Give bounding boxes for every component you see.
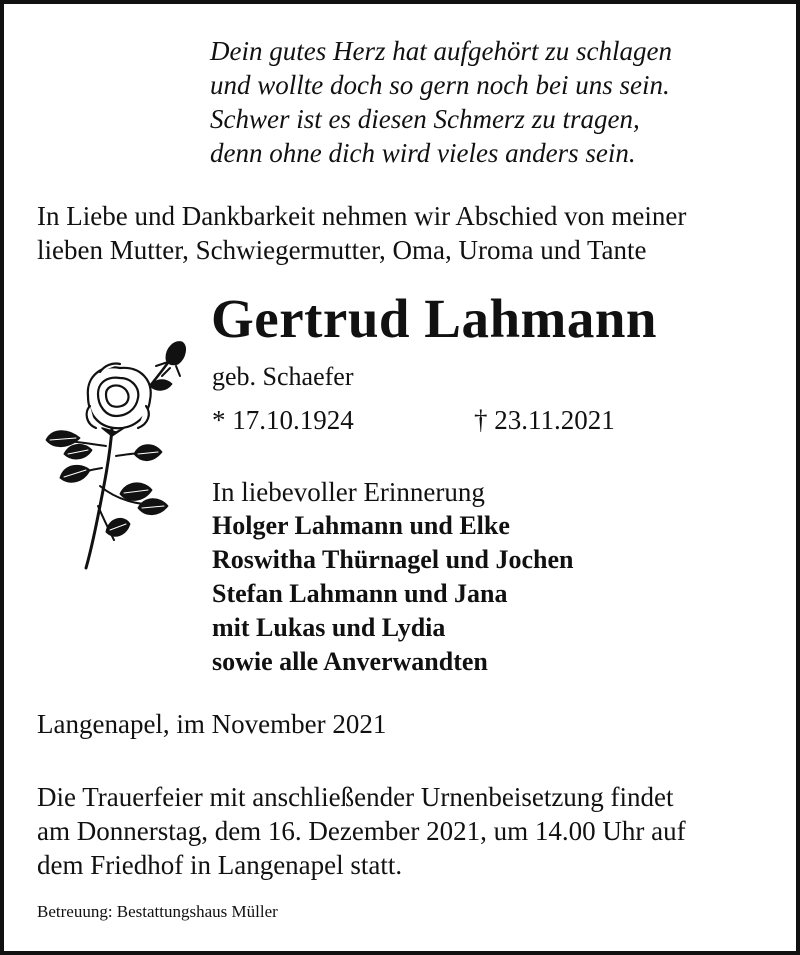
death-date: † 23.11.2021: [474, 405, 615, 435]
mourner-name: Stefan Lahmann und Jana: [212, 579, 508, 608]
mourner-name: mit Lukas und Lydia: [212, 613, 446, 642]
intro-line: In Liebe und Dankbarkeit nehmen wir Abschied von meiner: [37, 201, 687, 231]
ceremony-line: dem Friedhof in Langenapel statt.: [37, 850, 403, 880]
ceremony-line: Die Trauerfeier mit anschließender Urnenbeisetzung findet: [37, 782, 674, 812]
mourner-name: sowie alle Anverwandten: [212, 647, 488, 676]
intro-text: [37, 199, 686, 267]
poem-line: denn ohne dich wird vieles anders sein.: [210, 138, 636, 168]
poem-line: und wollte doch so gern noch bei uns sein.: [210, 70, 670, 100]
place-date: Langenapel, im November 2021: [37, 709, 387, 739]
poem-line: Dein gutes Herz hat aufgehört zu schlagen: [210, 36, 672, 66]
funeral-home-credit: Betreuung: Bestattungshaus Müller: [37, 902, 278, 921]
mourner-name: Holger Lahmann und Elke: [212, 511, 510, 540]
intro-line: lieben Mutter, Schwiegermutter, Oma, Uroma und Tante: [37, 235, 647, 265]
maiden-name: geb. Schaefer: [212, 362, 354, 391]
deceased-name: Gertrud Lahmann: [211, 288, 658, 349]
ceremony-info: [37, 780, 686, 882]
mourners-list: [212, 509, 573, 679]
memory-heading: In liebevoller Erinnerung: [212, 477, 485, 507]
poem-line: Schwer ist es diesen Schmerz zu tragen,: [210, 104, 640, 134]
rose-icon: [40, 336, 192, 572]
birth-date: * 17.10.1924: [212, 405, 354, 435]
mourner-name: Roswitha Thürnagel und Jochen: [212, 545, 574, 574]
ceremony-line: am Donnerstag, dem 16. Dezember 2021, um 14.00 Uhr auf: [37, 816, 686, 846]
poem: [210, 34, 672, 170]
